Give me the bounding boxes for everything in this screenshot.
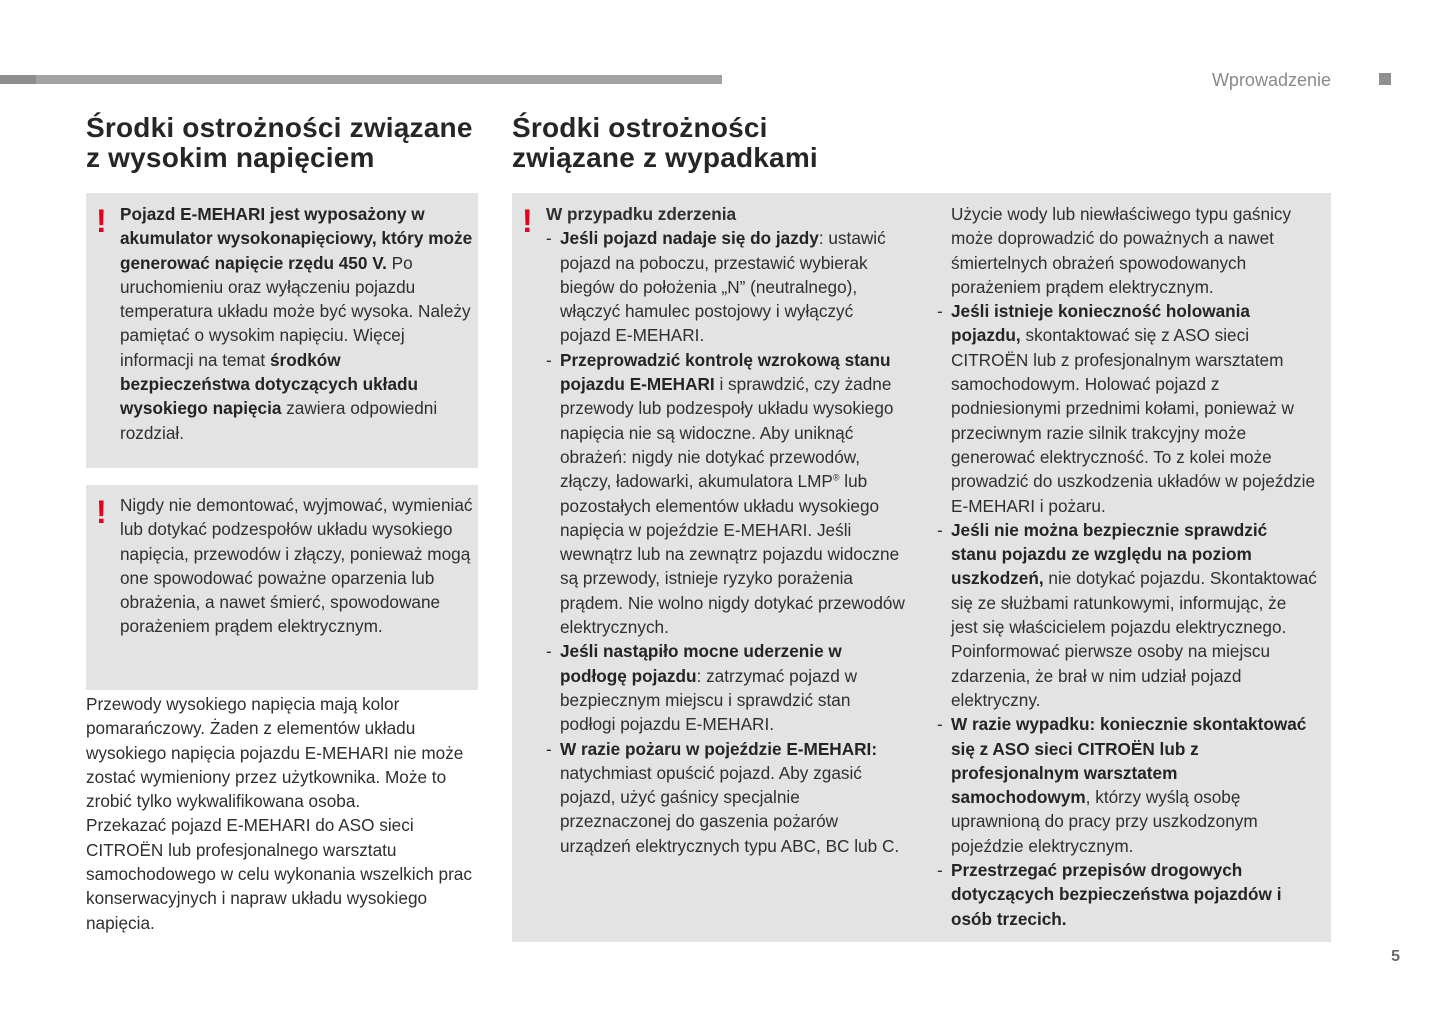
exclamation-icon: ! xyxy=(96,494,107,530)
list-item: - Jeśli nie można bezpiecznie sprawdzić stanu pojazdu ze względu na poziom uszkodzeń, nie dotykać pojazdu. Skontaktować się ze służbami ratunkowymi, informując, że jest się właścicielem pojazdu elektrycznego. Poinformować pierwsze osoby na miejscu zdarzenia, że brał w nim udział pojazd elektryczny. xyxy=(937,519,1317,710)
section-title: Wprowadzenie xyxy=(1211,70,1331,90)
warning-box-do-not-touch xyxy=(86,485,478,690)
list-item: - Jeśli pojazd nadaje się do jazdy: ustawić pojazd na poboczu, przestawić wybierak biegów do położenia „N” (neutralnego), włączyć hamulec postojowy i wyłączyć pojazd E-MEHARI. xyxy=(546,228,886,346)
cable-info-text: Przewody wysokiego napięcia mają kolor pomarańczowy. Żaden z elementów układu wysokiego napięcia pojazdu E-MEHARI nie może zostać wymieniony przez użytkownika. Może to zrobić tylko wykwalifikowana osoba. Przekazać pojazd E-MEHARI do ASO sieci CITROËN lub profesjonalnego warsztatu samochodowego w celu wykonania wszelkich prac konserwacyjnych i napraw układu wysokiego napięcia. xyxy=(86,694,472,933)
exclamation-icon: ! xyxy=(522,203,533,239)
list-item: - Przestrzegać przepisów drogowych dotyczących bezpieczeństwa pojazdów i osób trzecich. xyxy=(937,860,1282,929)
accident-box xyxy=(512,193,1331,942)
warning-text: Pojazd E-MEHARI jest wyposażony w akumulator wysokonapięciowy, który może generować napięcie rzędu 450 V. Po uruchomieniu oraz wyłączeniu pojazdu temperatura układu może być wysoka. Należy pamiętać o wysokim napięciu. Więcej informacji na temat środków bezpieczeństwa dotyczących układu wysokiego napięcia zawiera odpowiedni rozdział. xyxy=(120,204,473,443)
accident-column-2 xyxy=(937,202,1317,931)
list-item: - Przeprowadzić kontrolę wzrokową stanu pojazdu E-MEHARI i sprawdzić, czy żadne przewody lub podzespoły układu wysokiego napięcia nie są widoczne. Aby uniknąć obrażeń: nigdy nie dotykać przewodów, złączy, ładowarki, akumulatora LMP® lub pozostałych elementów układu wysokiego napięcia w pojeździe E-MEHARI. Jeśli wewnątrz lub na zewnątrz pojazdu widoczne są przewody, istnieje ryzyko porażenia prądem. Nie wolno nigdy dotykać przewodów elektrycznych. xyxy=(546,349,905,638)
right-heading: Środki ostrożności związane z wypadkami xyxy=(512,112,818,173)
list-item: - Jeśli istnieje konieczność holowania pojazdu, skontaktować się z ASO sieci CITROËN lub z profesjonalnym warsztatem samochodowym. Holować pojazd z podniesionymi przednimi kołami, ponieważ w przeciwnym razie silnik trakcyjny może generować elektryczność. To z kolei może prowadzić do uszkodzenia układów w pojeździe E-MEHARI i pożaru. xyxy=(937,301,1316,516)
extinguisher-warning: Użycie wody lub niewłaściwego typu gaśnicy może doprowadzić do poważnych a nawet śmiertelnych obrażeń spowodowanych porażeniem prądem elektrycznym. xyxy=(951,204,1292,297)
left-heading: Środki ostrożności związane z wysokim napięciem xyxy=(86,112,473,173)
header-rule xyxy=(0,75,722,84)
list-item: - W razie pożaru w pojeździe E-MEHARI: natychmiast opuścić pojazd. Aby zgasić pojazd, użyć gaśnicy specjalnie przeznaczonej do gaszenia pożarów urządzeń elektrycznych typu ABC, BC lub C. xyxy=(546,738,900,856)
warning-text: Nigdy nie demontować, wyjmować, wymieniać lub dotykać podzespołów układu wysokiego napięcia, przewodów i złączy, ponieważ mogą one spowodować poważne oparzenia lub obrażenia, a nawet śmierć, spowodowane porażeniem prądem elektrycznym. xyxy=(120,495,473,637)
collision-heading: W przypadku zderzenia xyxy=(546,204,737,224)
header-rule-accent xyxy=(0,75,36,84)
exclamation-icon: ! xyxy=(96,203,107,239)
list-item: - W razie wypadku: koniecznie skontaktować się z ASO sieci CITROËN lub z profesjonalnym warsztatem samochodowym, którzy wyślą osobę uprawnioną do pracy przy uszkodzonym pojeździe elektrycznym. xyxy=(937,714,1307,856)
page-number: 5 xyxy=(1391,948,1400,965)
section-marker-icon xyxy=(1379,73,1391,85)
warning-box-high-voltage xyxy=(86,193,478,468)
accident-column-1 xyxy=(546,202,906,858)
list-item: - Jeśli nastąpiło mocne uderzenie w podłogę pojazdu: zatrzymać pojazd w bezpiecznym miejscu i sprawdzić stan podłogi pojazdu E-MEHARI. xyxy=(546,641,858,735)
